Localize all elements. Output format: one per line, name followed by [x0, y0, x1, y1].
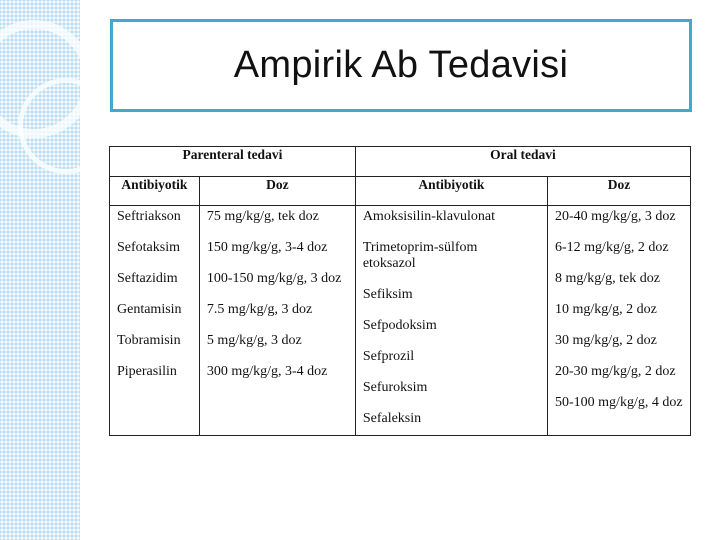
list-item: Piperasilin: [117, 364, 177, 379]
list-item: Sefaleksin: [362, 411, 422, 426]
list-item: Seftriakson: [117, 209, 181, 224]
column-header-row: [110, 177, 691, 206]
column-header-antibiotic: Antibiyotik: [110, 177, 200, 206]
title-box: [110, 19, 692, 112]
table-body-row: [110, 206, 691, 436]
list-item: Sefotaksim: [117, 240, 180, 255]
oral-antibiotic-cell: [355, 206, 547, 436]
parenteral-dose-cell: [199, 206, 355, 436]
list-item: 30 mg/kg/g, 2 doz: [555, 333, 657, 348]
list-item: 300 mg/kg/g, 3-4 doz: [206, 364, 328, 379]
list-item: 20-30 mg/kg/g, 2 doz: [555, 364, 676, 379]
list-item: Sefiksim: [362, 287, 413, 302]
page-title: Ampirik Ab Tedavisi: [233, 44, 569, 86]
group-header-parenteral: Parenteral tedavi: [110, 147, 356, 177]
decorative-sidebar: [0, 0, 80, 540]
list-item: Sefpodoksim: [362, 318, 437, 333]
list-item: 10 mg/kg/g, 2 doz: [555, 302, 657, 317]
list-item: 5 mg/kg/g, 3 doz: [206, 333, 302, 348]
list-item: 50-100 mg/kg/g, 4 doz: [555, 395, 683, 410]
list-item: 6-12 mg/kg/g, 2 doz: [555, 240, 669, 255]
list-item: 8 mg/kg/g, tek doz: [555, 271, 660, 286]
antibiotic-table: [109, 146, 691, 436]
decorative-ring-icon: [18, 78, 114, 174]
list-item: 7.5 mg/kg/g, 3 doz: [206, 302, 313, 317]
list-item: 75 mg/kg/g, tek doz: [206, 209, 319, 224]
list-item: Gentamisin: [117, 302, 182, 317]
list-item: Sefuroksim: [362, 380, 428, 395]
list-item: Amoksisilin-klavulonat: [362, 209, 496, 224]
list-item: Sefprozil: [362, 349, 415, 364]
parenteral-antibiotic-cell: [110, 206, 200, 436]
list-item: Seftazidim: [117, 271, 178, 286]
group-header-oral: Oral tedavi: [355, 147, 690, 177]
column-header-dose: Doz: [199, 177, 355, 206]
list-item: 20-40 mg/kg/g, 3 doz: [555, 209, 676, 224]
column-header-antibiotic: Antibiyotik: [355, 177, 547, 206]
list-item: Trimetoprim-sülfometoksazol: [362, 240, 478, 271]
list-item: 150 mg/kg/g, 3-4 doz: [206, 240, 328, 255]
list-item: Tobramisin: [117, 333, 181, 348]
group-header-row: [110, 147, 691, 177]
column-header-dose: Doz: [548, 177, 691, 206]
oral-dose-cell: [548, 206, 691, 436]
list-item: 100-150 mg/kg/g, 3 doz: [206, 271, 342, 286]
